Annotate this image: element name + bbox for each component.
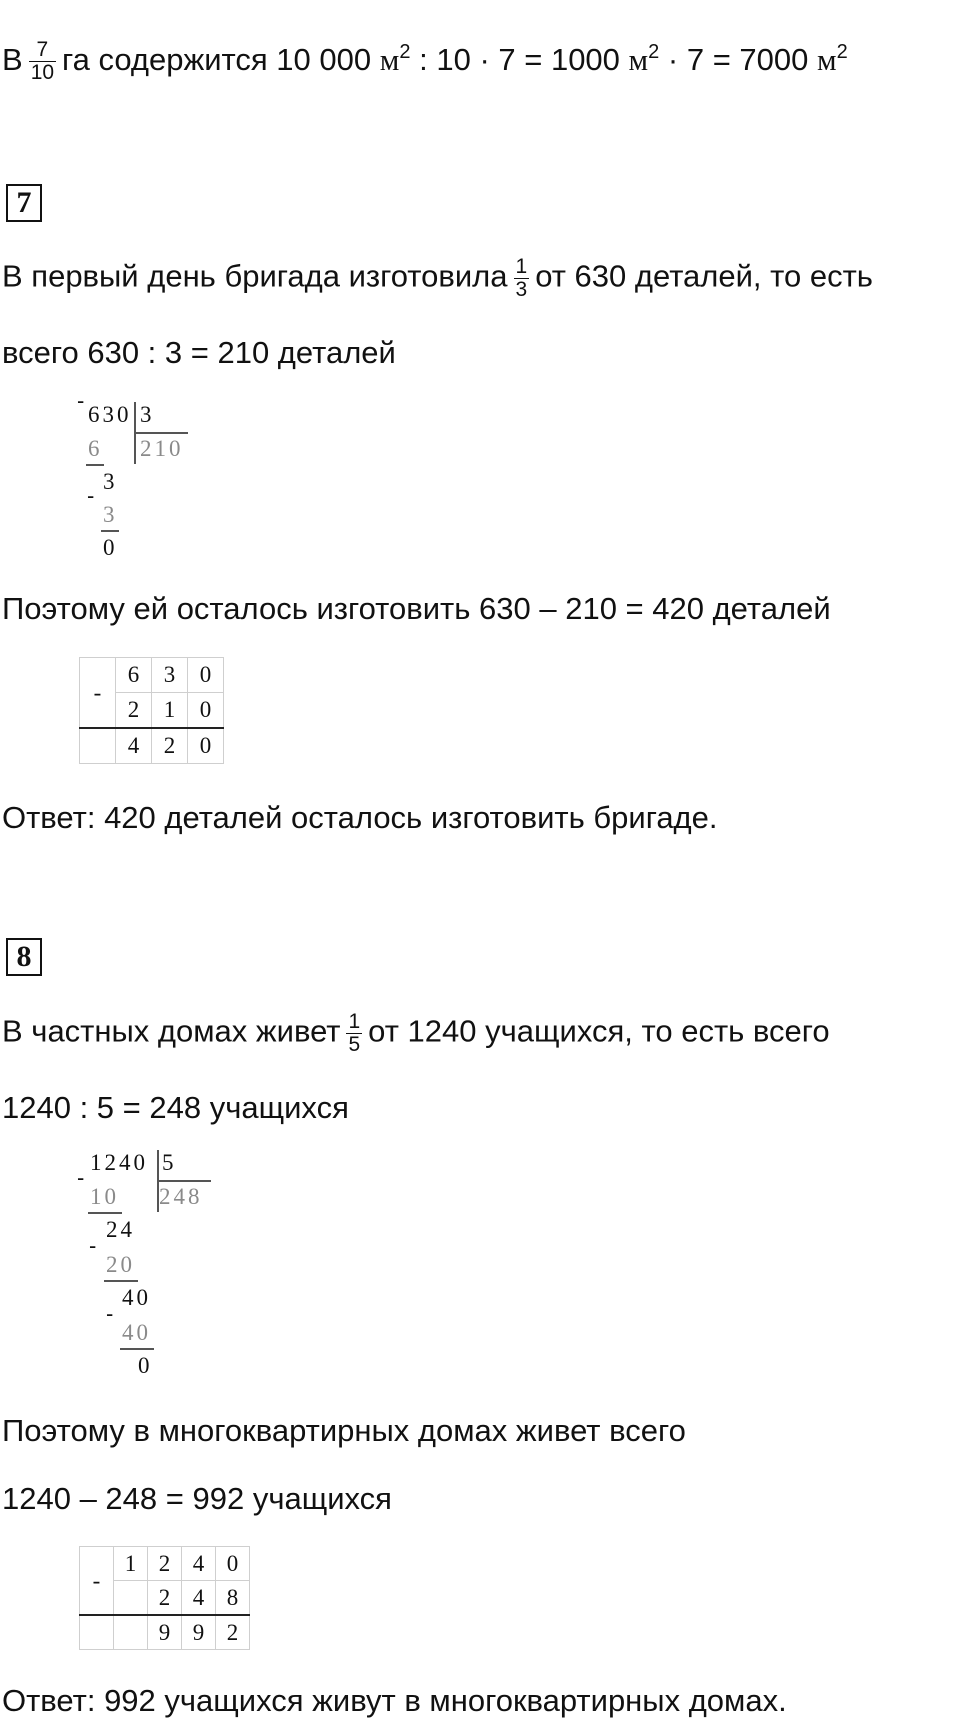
table-cell: 2: [148, 1581, 182, 1616]
division-step-line: [86, 464, 104, 466]
task-8-answer: Ответ: 992 учащихся живут в многоквартирных домах.: [2, 1683, 787, 1718]
table-cell: 1: [152, 693, 188, 729]
task-7-line-3: Поэтому ей осталось изготовить 630 – 210 = 420 деталей: [2, 591, 831, 626]
table-cell: 1: [114, 1547, 148, 1581]
division-step-line: [101, 530, 119, 532]
fraction-numerator: 1: [348, 1010, 361, 1033]
task-7-line-2: всего 630 : 3 = 210 деталей: [2, 335, 396, 370]
division-bar-horizontal: [134, 432, 188, 434]
table-cell: 9: [148, 1615, 182, 1650]
division-step: 20: [106, 1252, 135, 1277]
minus-sign: -: [89, 1233, 97, 1258]
fraction-denominator: 10: [30, 61, 55, 85]
division-dividend: 630: [88, 402, 132, 427]
table-cell: 8: [216, 1581, 250, 1616]
division-divisor: 5: [162, 1150, 177, 1175]
minus-sign: -: [106, 1301, 114, 1326]
table-cell: 4: [182, 1581, 216, 1616]
fraction-denominator: 5: [348, 1033, 361, 1056]
fraction-denominator: 3: [515, 278, 528, 301]
division-bar-horizontal: [157, 1180, 211, 1182]
unit-m: м: [817, 42, 837, 77]
task-8-text-after: от 1240 учащихся, то есть всего: [368, 1013, 830, 1049]
division-step: 40: [122, 1285, 151, 1310]
table-cell: 4: [182, 1547, 216, 1581]
unit-m: м: [628, 42, 649, 77]
fraction-1-3: [514, 256, 530, 301]
task-8-line-1: [2, 1011, 830, 1056]
fraction-numerator: 7: [29, 39, 56, 62]
division-dividend: 1240: [90, 1150, 148, 1175]
unit-m: м: [379, 42, 400, 77]
fraction-7-10: [29, 39, 56, 84]
intro-text-3: · 7 = 7000: [667, 42, 809, 77]
subtraction-sign: -: [80, 1547, 114, 1616]
minus-sign: -: [87, 483, 95, 508]
table-cell: 0: [188, 728, 224, 764]
fraction-numerator: 1: [515, 255, 528, 278]
task-8-line-4: 1240 – 248 = 992 учащихся: [2, 1481, 392, 1516]
division-divisor: 3: [140, 402, 155, 427]
division-quotient: 248: [159, 1184, 203, 1209]
unit-sup: 2: [836, 41, 848, 63]
table-cell: 0: [216, 1547, 250, 1581]
table-cell: 2: [152, 728, 188, 764]
subtraction-table-630: [79, 657, 224, 764]
division-step-line: [104, 1280, 138, 1282]
intro-line: [2, 32, 848, 84]
task-7-number: 7: [6, 184, 42, 222]
minus-sign: -: [77, 388, 85, 413]
table-cell: 0: [188, 693, 224, 729]
intro-prefix: В: [2, 42, 23, 77]
division-step: 6: [88, 436, 103, 461]
table-cell: 2: [116, 693, 152, 729]
table-cell: [80, 1615, 114, 1650]
table-cell: 3: [152, 658, 188, 693]
task-7-text-before: В первый день бригада изготовила: [2, 258, 508, 294]
table-cell: [114, 1615, 148, 1650]
task-7-answer: Ответ: 420 деталей осталось изготовить бригаде.: [2, 800, 718, 835]
unit-sup: 2: [648, 41, 660, 63]
intro-text-2: : 10 · 7 = 1000: [419, 42, 620, 77]
table-cell: [114, 1581, 148, 1616]
division-remainder: 0: [138, 1353, 153, 1378]
table-cell: 9: [182, 1615, 216, 1650]
table-cell: [80, 728, 116, 764]
division-remainder: 0: [103, 535, 118, 560]
division-step: 3: [103, 469, 118, 494]
intro-text-1: га содержится 10 000: [62, 42, 372, 77]
division-step-line: [88, 1212, 122, 1214]
table-cell: 2: [148, 1547, 182, 1581]
minus-sign: -: [77, 1165, 85, 1190]
subtraction-sign: -: [80, 658, 116, 729]
task-7-text-after: от 630 деталей, то есть: [535, 258, 873, 294]
division-step: 40: [122, 1320, 151, 1345]
division-step-line: [120, 1348, 154, 1350]
division-step: 10: [90, 1184, 119, 1209]
table-cell: 0: [188, 658, 224, 693]
task-8-text-before: В частных домах живет: [2, 1013, 341, 1049]
task-8-number: 8: [6, 938, 42, 976]
division-quotient: 210: [140, 436, 184, 461]
task-7-line-1: [2, 256, 873, 301]
table-cell: 6: [116, 658, 152, 693]
subtraction-table-1240: [79, 1546, 250, 1650]
fraction-1-5: [346, 1011, 362, 1056]
table-cell: 2: [216, 1615, 250, 1650]
task-8-line-2: 1240 : 5 = 248 учащихся: [2, 1090, 349, 1125]
task-8-line-3: Поэтому в многоквартирных домах живет всего: [2, 1413, 686, 1448]
division-step: 24: [106, 1217, 135, 1242]
table-cell: 4: [116, 728, 152, 764]
division-step: 3: [103, 502, 118, 527]
unit-sup: 2: [399, 41, 411, 63]
